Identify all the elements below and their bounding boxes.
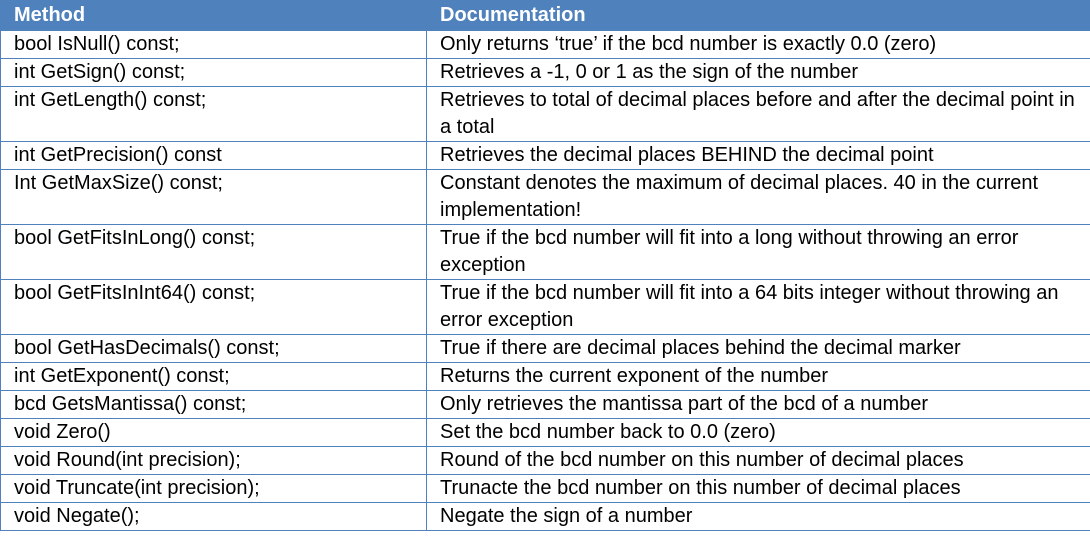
method-cell: bcd GetsMantissa() const; <box>1 391 427 419</box>
table-row <box>1 225 1090 280</box>
method-cell: int GetLength() const; <box>1 87 427 142</box>
method-cell: void Truncate(int precision); <box>1 475 427 503</box>
documentation-cell: Round of the bcd number on this number of decimal places <box>427 447 1090 475</box>
table-row <box>1 447 1090 475</box>
method-cell: bool IsNull() const; <box>1 31 427 59</box>
header-row <box>1 1 1090 31</box>
documentation-column-header: Documentation <box>427 1 1090 31</box>
documentation-cell: Returns the current exponent of the number <box>427 363 1090 391</box>
method-cell: int GetSign() const; <box>1 59 427 87</box>
table-row <box>1 363 1090 391</box>
method-cell: bool GetHasDecimals() const; <box>1 335 427 363</box>
table-row <box>1 31 1090 59</box>
method-cell: bool GetFitsInInt64() const; <box>1 280 427 335</box>
table-row <box>1 170 1090 225</box>
method-cell: int GetExponent() const; <box>1 363 427 391</box>
table-row <box>1 419 1090 447</box>
method-cell: void Zero() <box>1 419 427 447</box>
documentation-cell: True if the bcd number will fit into a 64 bits integer without throwing an error exception <box>427 280 1090 335</box>
table-row <box>1 335 1090 363</box>
documentation-cell: Negate the sign of a number <box>427 503 1090 531</box>
documentation-cell: Retrieves a -1, 0 or 1 as the sign of the number <box>427 59 1090 87</box>
table-row <box>1 142 1090 170</box>
table-row <box>1 391 1090 419</box>
documentation-cell: True if the bcd number will fit into a long without throwing an error exception <box>427 225 1090 280</box>
documentation-cell: Only returns ‘true’ if the bcd number is exactly 0.0 (zero) <box>427 31 1090 59</box>
documentation-cell: Retrieves the decimal places BEHIND the decimal point <box>427 142 1090 170</box>
documentation-cell: True if there are decimal places behind the decimal marker <box>427 335 1090 363</box>
table-row <box>1 503 1090 531</box>
method-cell: void Negate(); <box>1 503 427 531</box>
documentation-cell: Set the bcd number back to 0.0 (zero) <box>427 419 1090 447</box>
table-row <box>1 87 1090 142</box>
table-row <box>1 280 1090 335</box>
method-cell: Int GetMaxSize() const; <box>1 170 427 225</box>
documentation-cell: Retrieves to total of decimal places before and after the decimal point in a total <box>427 87 1090 142</box>
method-cell: bool GetFitsInLong() const; <box>1 225 427 280</box>
documentation-cell: Trunacte the bcd number on this number of decimal places <box>427 475 1090 503</box>
table-row <box>1 475 1090 503</box>
method-cell: int GetPrecision() const <box>1 142 427 170</box>
documentation-cell: Only retrieves the mantissa part of the bcd of a number <box>427 391 1090 419</box>
table-row <box>1 59 1090 87</box>
method-cell: void Round(int precision); <box>1 447 427 475</box>
method-column-header: Method <box>1 1 427 31</box>
documentation-cell: Constant denotes the maximum of decimal places. 40 in the current implementation! <box>427 170 1090 225</box>
